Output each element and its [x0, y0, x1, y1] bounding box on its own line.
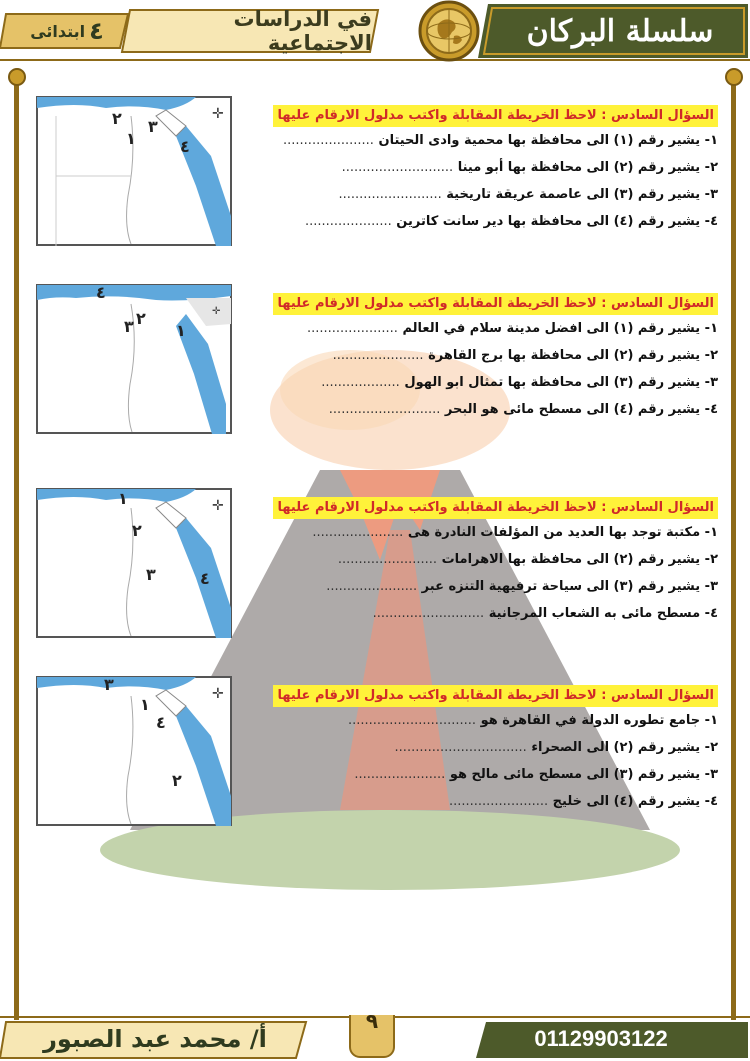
question-item [258, 573, 718, 600]
grade-number: ٤ [89, 17, 104, 45]
question-text: ٣- يشير رقم (٣) الى محافظة بها تمثال ابو الهول [404, 375, 718, 390]
compass-icon: ✛ [212, 686, 224, 702]
question-text: ٣- يشير رقم (٣) الى عاصمة عريقة تاريخية [446, 187, 718, 202]
answer-blank[interactable]: ...................... [312, 525, 404, 540]
question-text: ٢- يشير رقم (٢) الى الصحراء [531, 740, 718, 755]
phone-number: 01129903122 [534, 1026, 668, 1051]
question-item [258, 546, 718, 573]
question-text: ٣- يشير رقم (٣) الى سياحة ترفيهية التنزه عبر [421, 579, 718, 594]
question-item [258, 208, 718, 235]
question-text: ١- يشير رقم (١) الى افضل مدينة سلام في العالم [402, 321, 718, 336]
map-label: ٤ [180, 137, 190, 156]
compass-icon: ✛ [212, 106, 224, 122]
map-label: ٤ [156, 713, 166, 732]
map-label: ٤ [200, 569, 210, 588]
answer-blank[interactable]: ...................... [326, 579, 418, 594]
answer-blank[interactable]: ........................ [448, 794, 549, 809]
answer-blank[interactable]: ........................... [372, 606, 485, 621]
question-item [258, 369, 718, 396]
map-label: ٢ [132, 521, 142, 540]
series-title: سلسلة البركان [526, 13, 714, 49]
grade-label [8, 14, 126, 48]
egypt-map-2 [36, 284, 232, 434]
answer-blank[interactable]: ........................ [337, 552, 438, 567]
globe-logo-icon [418, 0, 480, 62]
map-label: ٤ [96, 284, 106, 302]
answer-blank[interactable]: ...................... [354, 767, 446, 782]
question-text: ١- جامع تطوره الدولة في القاهرة هو [480, 713, 718, 728]
map-label: ٣ [124, 317, 134, 336]
frame-right-bar [731, 70, 736, 1020]
question-section-2 [28, 284, 718, 444]
question-item [258, 154, 718, 181]
question-block-1 [258, 104, 718, 235]
question-text: ١- مكتبة توجد بها العديد من المؤلفات النادرة هى [407, 525, 718, 540]
question-text: ١- يشير رقم (١) الى محافظة بها محمية وادى الحيتان [378, 133, 718, 148]
question-title: السؤال السادس : لاحظ الخريطة المقابلة واكتب مدلول الارقام عليها [273, 105, 718, 127]
answer-blank[interactable]: ......................... [338, 187, 442, 202]
question-text: ٤- يشير رقم (٤) الى مسطح مائى هو البحر [444, 402, 718, 417]
subject-title: في الدراسات الاجتماعية [233, 7, 372, 55]
question-text: ٤- يشير رقم (٤) الى خليج [552, 794, 718, 809]
map-label: ٣ [146, 565, 156, 584]
egypt-map-1 [36, 96, 232, 246]
question-text: ٢- يشير رقم (٢) الى محافظة بها الاهرامات [441, 552, 718, 567]
question-section-3 [28, 488, 718, 648]
question-block-3 [258, 496, 718, 627]
question-item [258, 519, 718, 546]
answer-blank[interactable]: ........................... [328, 402, 441, 417]
map-label: ١ [126, 129, 136, 148]
question-title: السؤال السادس : لاحظ الخريطة المقابلة واكتب مدلول الارقام عليها [273, 293, 718, 315]
answer-blank[interactable]: ................................ [394, 740, 527, 755]
question-item [258, 127, 718, 154]
grade-text: ابتدائى [30, 21, 86, 41]
question-text: ٤- مسطح مائى به الشعاب المرجانية [488, 606, 718, 621]
question-text: ٢- يشير رقم (٢) الى محافظة بها برج القاهرة [428, 348, 718, 363]
egypt-map-3 [36, 488, 232, 638]
egypt-map-4 [36, 676, 232, 826]
author-name: أ/ محمد عبد الصبور [43, 1025, 267, 1053]
map-label: ١ [176, 321, 186, 340]
map-label: ٢ [136, 309, 146, 328]
question-block-2 [258, 292, 718, 423]
question-text: ٢- يشير رقم (٢) الى محافظة بها أبو مينا [457, 160, 718, 175]
question-item [258, 396, 718, 423]
question-title: السؤال السادس : لاحظ الخريطة المقابلة واكتب مدلول الارقام عليها [273, 497, 718, 519]
frame-left-bar [14, 70, 19, 1020]
answer-blank[interactable]: ..................... [304, 214, 392, 229]
question-item [258, 707, 718, 734]
answer-blank[interactable]: ...................... [283, 133, 374, 148]
question-section-4 [28, 676, 718, 836]
question-item [258, 761, 718, 788]
question-item [258, 315, 718, 342]
question-block-4 [258, 684, 718, 815]
answer-blank[interactable]: ...................... [332, 348, 424, 363]
page-number: ٩ [365, 1009, 379, 1033]
map-label: ٢ [172, 771, 182, 790]
compass-icon: ✛ [212, 306, 221, 317]
question-text: ٤- يشير رقم (٤) الى محافظة بها دير سانت كاترين [396, 214, 718, 229]
question-item [258, 342, 718, 369]
answer-blank[interactable]: ...................... [306, 321, 398, 336]
question-title: السؤال السادس : لاحظ الخريطة المقابلة واكتب مدلول الارقام عليها [273, 685, 718, 707]
answer-blank[interactable]: ........................... [341, 160, 454, 175]
question-text: ٣- يشير رقم (٣) الى مسطح مائى مالح هو [449, 767, 718, 782]
compass-icon: ✛ [212, 498, 224, 514]
map-label: ٣ [148, 117, 158, 136]
question-section-1 [28, 96, 718, 256]
map-label: ١ [140, 695, 150, 714]
question-item [258, 181, 718, 208]
map-label: ١ [118, 489, 128, 508]
question-item [258, 600, 718, 627]
answer-blank[interactable]: ................... [321, 375, 400, 390]
question-item [258, 788, 718, 815]
question-item [258, 734, 718, 761]
map-label: ٣ [104, 676, 114, 694]
answer-blank[interactable]: ............................... [347, 713, 477, 728]
map-label: ٢ [112, 109, 122, 128]
